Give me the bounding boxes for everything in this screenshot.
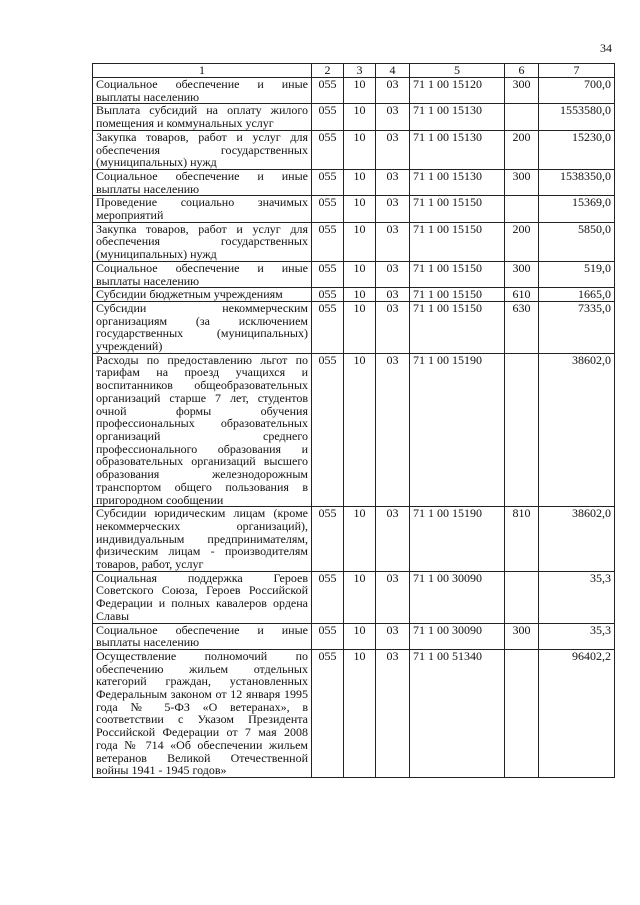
expense-type-cell: 630	[505, 301, 539, 353]
section-code-cell: 10	[344, 288, 376, 302]
target-article-cell: 71 1 00 30090	[410, 571, 505, 623]
section-code-cell: 10	[344, 649, 376, 777]
ministry-code-cell: 055	[312, 104, 344, 130]
subsection-code-cell: 03	[376, 196, 410, 222]
row-name-cell: Осуществление полномочий по обеспечению жильем отдельных категорий граждан, установленных Федеральным законом от 12 января 1995 года № 5-ФЗ «О ветеранах», в соответствии с Указом Президента Российской Федерации от 7 мая 2008 года № 714 «Об обеспечении жильем ветеранов Великой Отечественной войны 1941 - 1945 годов»	[93, 649, 312, 777]
section-code-cell: 10	[344, 261, 376, 287]
section-code-cell: 10	[344, 130, 376, 169]
target-article-cell: 71 1 00 51340	[410, 649, 505, 777]
subsection-code-cell: 03	[376, 261, 410, 287]
amount-cell: 1665,0	[539, 288, 615, 302]
amount-cell: 35,3	[539, 571, 615, 623]
row-name-cell: Субсидии юридическим лицам (кроме некоммерческих организаций), индивидуальным предпринимателям, физическим лицам - производителям товаров, работ, услуг	[93, 507, 312, 572]
amount-cell: 38602,0	[539, 507, 615, 572]
subsection-code-cell: 03	[376, 353, 410, 506]
target-article-cell: 71 1 00 15130	[410, 130, 505, 169]
row-name-cell: Социальное обеспечение и иные выплаты населению	[93, 78, 312, 104]
section-code-cell: 10	[344, 507, 376, 572]
subsection-code-cell: 03	[376, 222, 410, 261]
row-name-cell: Расходы по предоставлению льгот по тарифам на проезд учащихся и воспитанников общеобразовательных организаций старше 7 лет, студентов очной формы обучения профессиональных образовательных организаций среднего профессионального образования и образовательных организаций высшего образования железнодорожным транспортом общего пользования в пригородном сообщении	[93, 353, 312, 506]
target-article-cell: 71 1 00 15150	[410, 301, 505, 353]
page-number: 34	[600, 41, 612, 55]
amount-cell: 700,0	[539, 78, 615, 104]
column-header: 2	[312, 64, 344, 78]
row-name-cell: Субсидии некоммерческим организациям (за исключением государственных (муниципальных) учреждений)	[93, 301, 312, 353]
expense-type-cell: 200	[505, 130, 539, 169]
subsection-code-cell: 03	[376, 571, 410, 623]
row-name-cell: Социальное обеспечение и иные выплаты населению	[93, 169, 312, 195]
subsection-code-cell: 03	[376, 649, 410, 777]
table-row	[93, 571, 615, 623]
ministry-code-cell: 055	[312, 261, 344, 287]
target-article-cell: 71 1 00 15130	[410, 169, 505, 195]
target-article-cell: 71 1 00 15190	[410, 507, 505, 572]
table-row	[93, 507, 615, 572]
expense-type-cell	[505, 649, 539, 777]
section-code-cell: 10	[344, 301, 376, 353]
section-code-cell: 10	[344, 169, 376, 195]
table-row	[93, 353, 615, 506]
column-header: 3	[344, 64, 376, 78]
section-code-cell: 10	[344, 196, 376, 222]
target-article-cell: 71 1 00 15150	[410, 261, 505, 287]
ministry-code-cell: 055	[312, 301, 344, 353]
row-name-cell: Социальное обеспечение и иные выплаты населению	[93, 623, 312, 649]
table-row	[93, 222, 615, 261]
amount-cell: 5850,0	[539, 222, 615, 261]
row-name-cell: Выплата субсидий на оплату жилого помещения и коммунальных услуг	[93, 104, 312, 130]
row-name-cell: Социальная поддержка Героев Советского Союза, Героев Российской Федерации и полных кавалеров ордена Славы	[93, 571, 312, 623]
column-header: 6	[505, 64, 539, 78]
ministry-code-cell: 055	[312, 130, 344, 169]
target-article-cell: 71 1 00 15130	[410, 104, 505, 130]
row-name-cell: Субсидии бюджетным учреждениям	[93, 288, 312, 302]
expense-type-cell: 810	[505, 507, 539, 572]
amount-cell: 35,3	[539, 623, 615, 649]
expense-type-cell: 200	[505, 222, 539, 261]
expense-type-cell	[505, 104, 539, 130]
amount-cell: 38602,0	[539, 353, 615, 506]
ministry-code-cell: 055	[312, 169, 344, 195]
subsection-code-cell: 03	[376, 623, 410, 649]
amount-cell: 1553580,0	[539, 104, 615, 130]
table-row	[93, 288, 615, 302]
expense-type-cell: 300	[505, 261, 539, 287]
section-code-cell: 10	[344, 104, 376, 130]
expense-type-cell: 300	[505, 169, 539, 195]
expense-type-cell	[505, 571, 539, 623]
amount-cell: 96402,2	[539, 649, 615, 777]
subsection-code-cell: 03	[376, 169, 410, 195]
ministry-code-cell: 055	[312, 222, 344, 261]
amount-cell: 15230,0	[539, 130, 615, 169]
section-code-cell: 10	[344, 571, 376, 623]
expense-type-cell	[505, 353, 539, 506]
amount-cell: 15369,0	[539, 196, 615, 222]
subsection-code-cell: 03	[376, 288, 410, 302]
table-row	[93, 301, 615, 353]
table-row	[93, 623, 615, 649]
column-header: 7	[539, 64, 615, 78]
section-code-cell: 10	[344, 353, 376, 506]
table-header-row	[93, 64, 615, 78]
column-header: 1	[93, 64, 312, 78]
section-code-cell: 10	[344, 623, 376, 649]
ministry-code-cell: 055	[312, 571, 344, 623]
target-article-cell: 71 1 00 15150	[410, 222, 505, 261]
target-article-cell: 71 1 00 15190	[410, 353, 505, 506]
subsection-code-cell: 03	[376, 104, 410, 130]
amount-cell: 1538350,0	[539, 169, 615, 195]
subsection-code-cell: 03	[376, 507, 410, 572]
table-row	[93, 78, 615, 104]
column-header: 4	[376, 64, 410, 78]
row-name-cell: Закупка товаров, работ и услуг для обеспечения государственных (муниципальных) нужд	[93, 222, 312, 261]
subsection-code-cell: 03	[376, 130, 410, 169]
column-header: 5	[410, 64, 505, 78]
table-row	[93, 261, 615, 287]
ministry-code-cell: 055	[312, 353, 344, 506]
table-row	[93, 130, 615, 169]
ministry-code-cell: 055	[312, 507, 344, 572]
subsection-code-cell: 03	[376, 301, 410, 353]
amount-cell: 7335,0	[539, 301, 615, 353]
ministry-code-cell: 055	[312, 196, 344, 222]
target-article-cell: 71 1 00 15150	[410, 196, 505, 222]
table-row	[93, 196, 615, 222]
amount-cell: 519,0	[539, 261, 615, 287]
expense-type-cell	[505, 196, 539, 222]
expense-type-cell: 610	[505, 288, 539, 302]
table-row	[93, 169, 615, 195]
row-name-cell: Социальное обеспечение и иные выплаты населению	[93, 261, 312, 287]
section-code-cell: 10	[344, 222, 376, 261]
section-code-cell: 10	[344, 78, 376, 104]
expense-type-cell: 300	[505, 623, 539, 649]
table-row	[93, 649, 615, 777]
target-article-cell: 71 1 00 30090	[410, 623, 505, 649]
row-name-cell: Проведение социально значимых мероприятий	[93, 196, 312, 222]
subsection-code-cell: 03	[376, 78, 410, 104]
row-name-cell: Закупка товаров, работ и услуг для обеспечения государственных (муниципальных) нужд	[93, 130, 312, 169]
target-article-cell: 71 1 00 15120	[410, 78, 505, 104]
target-article-cell: 71 1 00 15150	[410, 288, 505, 302]
table-row	[93, 104, 615, 130]
ministry-code-cell: 055	[312, 623, 344, 649]
expense-type-cell: 300	[505, 78, 539, 104]
ministry-code-cell: 055	[312, 649, 344, 777]
ministry-code-cell: 055	[312, 78, 344, 104]
budget-table	[92, 63, 615, 778]
ministry-code-cell: 055	[312, 288, 344, 302]
